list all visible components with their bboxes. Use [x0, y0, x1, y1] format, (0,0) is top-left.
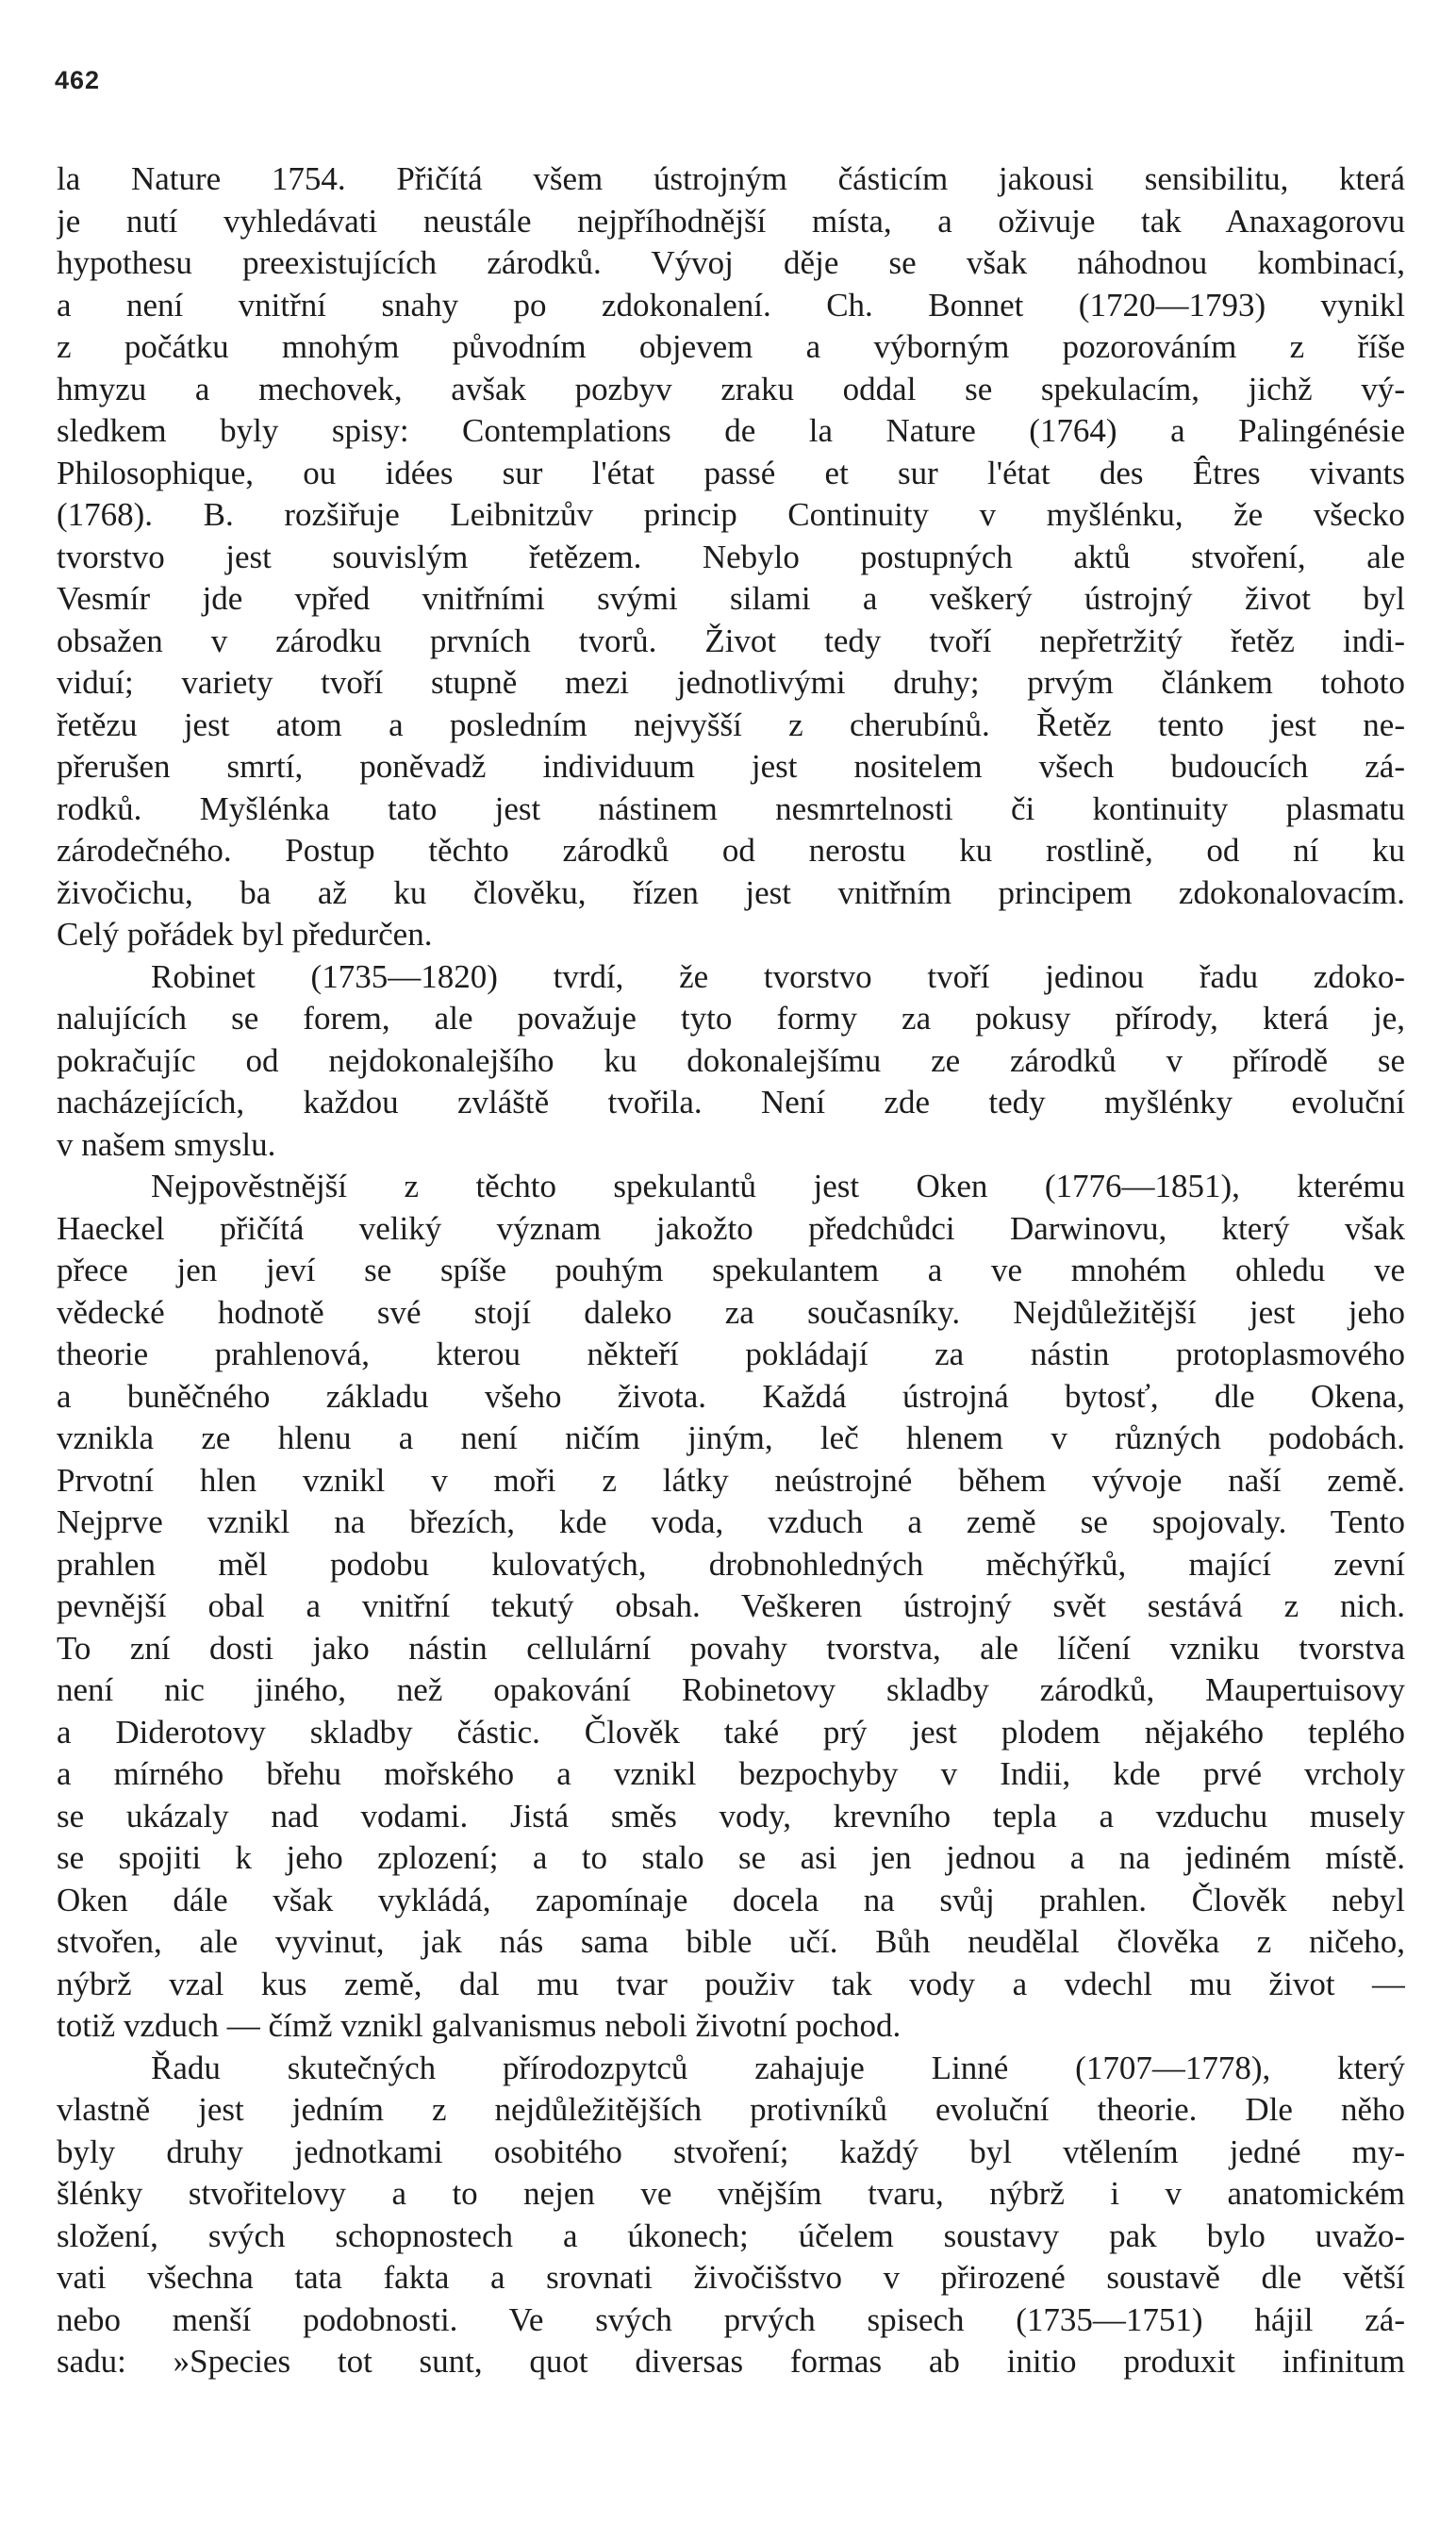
text-line: byly druhy jednotkami osobitého stvoření; každý byl vtělením jedné my-: [57, 2133, 1405, 2170]
paragraph: [57, 2048, 1405, 2383]
text-line: živočichu, ba až ku člověku, řízen jest vnitřním principem zdokonalovacím.: [57, 873, 1405, 911]
text-line: řetězu jest atom a posledním nejvyšší z cherubínů. Řetěz tento jest ne-: [57, 706, 1405, 743]
text-line: vědecké hodnotě své stojí daleko za současníky. Nejdůležitější jest jeho: [57, 1293, 1405, 1331]
text-line: vlastně jest jedním z nejdůležitějších protivníků evoluční theorie. Dle něho: [57, 2091, 1405, 2128]
text-line: a Diderotovy skladby částic. Člověk také prý jest plodem nějakého teplého: [57, 1713, 1405, 1751]
text-line: z počátku mnohým původním objevem a výborným pozorováním z říše: [57, 328, 1405, 365]
text-line: v našem smyslu.: [57, 1125, 276, 1163]
text-line: a mírného břehu mořského a vznikl bezpochyby v Indii, kde prvé vrcholy: [57, 1755, 1405, 1792]
text-line: Haeckel přičítá veliký význam jakožto předchůdci Darwinovu, který však: [57, 1209, 1405, 1247]
text-line: Celý pořádek byl předurčen.: [57, 916, 433, 953]
text-line: šlénky stvořitelovy a to nejen ve vnějším tvaru, nýbrž i v anatomickém: [57, 2175, 1405, 2212]
text-line: se spojiti k jeho zplození; a to stalo se asi jen jednou a na jediném místě.: [57, 1839, 1405, 1876]
text-line: přece jen jeví se spíše pouhým spekulantem a ve mnohém ohledu ve: [57, 1252, 1405, 1288]
text-line: Vesmír jde vpřed vnitřními svými silami a veškerý ústrojný život byl: [57, 580, 1405, 617]
text-line: viduí; variety tvoří stupně mezi jednotlivými druhy; prvým článkem tohoto: [57, 664, 1405, 701]
text-line: přerušen smrtí, poněvadž individuum jest nositelem všech budoucích zá-: [57, 748, 1405, 785]
paragraph: [57, 158, 1405, 956]
text-line: To zní dosti jako nástin cellulární povahy tvorstva, ale líčení vzniku tvorstva: [57, 1629, 1405, 1667]
text-line: Robinet (1735—1820) tvrdí, že tvorstvo tvoří jedinou řadu zdoko-: [151, 957, 1405, 995]
text-line: a není vnitřní snahy po zdokonalení. Ch. Bonnet (1720—1793) vynikl: [57, 286, 1405, 324]
text-line: je nutí vyhledávati neustále nejpříhodnější místa, a oživuje tak Anaxagorovu: [57, 202, 1405, 240]
text-line: složení, svých schopnostech a úkonech; účelem soustavy pak bylo uvažo-: [57, 2216, 1405, 2254]
text-line: hmyzu a mechovek, avšak pozbyv zraku oddal se spekulacím, jichž vý-: [57, 370, 1405, 407]
text-line: (1768). B. rozšiřuje Leibnitzův princip Continuity v myšlénku, že všecko: [57, 496, 1405, 533]
text-line: sadu: »Species tot sunt, quot diversas formas ab initio produxit infinitum: [57, 2343, 1405, 2380]
text-line: pevnější obal a vnitřní tekutý obsah. Veškeren ústrojný svět sestává z nich.: [57, 1587, 1405, 1624]
text-line: nalujících se forem, ale považuje tyto formy za pokusy přírody, která je,: [57, 1000, 1405, 1037]
text-line: se ukázaly nad vodami. Jistá směs vody, krevního tepla a vzduchu musely: [57, 1797, 1405, 1834]
text-line: pokračujíc od nejdokonalejšího ku dokonalejšímu ze zárodků v přírodě se: [57, 1041, 1405, 1079]
text-line: obsažen v zárodku prvních tvorů. Život tedy tvoří nepřetržitý řetěz indi-: [57, 622, 1405, 659]
text-line: Philosophique, ou idées sur l'état passé et sur l'état des Êtres vivants: [57, 454, 1405, 491]
text-line: Prvotní hlen vznikl v moři z látky neústrojné během vývoje naší země.: [57, 1461, 1405, 1499]
body-text: [57, 158, 1405, 2383]
text-line: Oken dále však vykládá, zapomínaje docela na svůj prahlen. Člověk nebyl: [57, 1881, 1405, 1918]
text-line: hypothesu preexistujících zárodků. Vývoj děje se však náhodnou kombinací,: [57, 244, 1405, 281]
text-line: totiž vzduch — čímž vznikl galvanismus neboli životní pochod.: [57, 2007, 902, 2044]
text-line: nebo menší podobnosti. Ve svých prvých spisech (1735—1751) hájil zá-: [57, 2300, 1405, 2338]
text-line: nacházejících, každou zvláště tvořila. Není zde tedy myšlénky evoluční: [57, 1084, 1405, 1121]
text-line: Řadu skutečných přírodozpytců zahajuje Linné (1707—1778), který: [151, 2049, 1405, 2086]
text-line: vznikla ze hlenu a není ničím jiným, leč hlenem v různých podobách.: [57, 1419, 1405, 1456]
text-line: tvorstvo jest souvislým řetězem. Nebylo postupných aktů stvoření, ale: [57, 538, 1405, 575]
text-line: rodků. Myšlénka tato jest nástinem nesmrtelnosti či kontinuity plasmatu: [57, 789, 1405, 827]
paragraph: [57, 956, 1405, 1167]
text-line: Nejprve vznikl na březích, kde voda, vzduch a země se spojovaly. Tento: [57, 1503, 1405, 1540]
text-line: nýbrž vzal kus země, dal mu tvar použiv tak vody a vdechl mu život —: [57, 1965, 1405, 2002]
text-line: není nic jiného, než opakování Robinetovy skladby zárodků, Maupertuisovy: [57, 1671, 1405, 1708]
text-line: theorie prahlenová, kterou někteří pokládají za nástin protoplasmového: [57, 1336, 1405, 1372]
text-line: la Nature 1754. Přičítá všem ústrojným částicím jakousi sensibilitu, která: [57, 160, 1405, 197]
text-line: prahlen měl podobu kulovatých, drobnohledných měchýřků, mající zevní: [57, 1545, 1405, 1583]
text-line: a buněčného základu všeho života. Každá ústrojná bytosť, dle Okena,: [57, 1377, 1405, 1415]
text-line: zárodečného. Postup těchto zárodků od nerostu ku rostlině, od ní ku: [57, 832, 1405, 869]
text-line: sledkem byly spisy: Contemplations de la Nature (1764) a Palingénésie: [57, 412, 1405, 449]
paragraph: [57, 1166, 1405, 2048]
text-line: vati všechna tata fakta a srovnati živočišstvo v přirozené soustavě dle větší: [57, 2259, 1405, 2296]
text-line: stvořen, ale vyvinut, jak nás sama bible učí. Bůh neudělal člověka z ničeho,: [57, 1923, 1405, 1960]
page-number: 462: [55, 66, 101, 94]
text-line: Nejpověstnější z těchto spekulantů jest Oken (1776—1851), kterému: [151, 1168, 1405, 1204]
